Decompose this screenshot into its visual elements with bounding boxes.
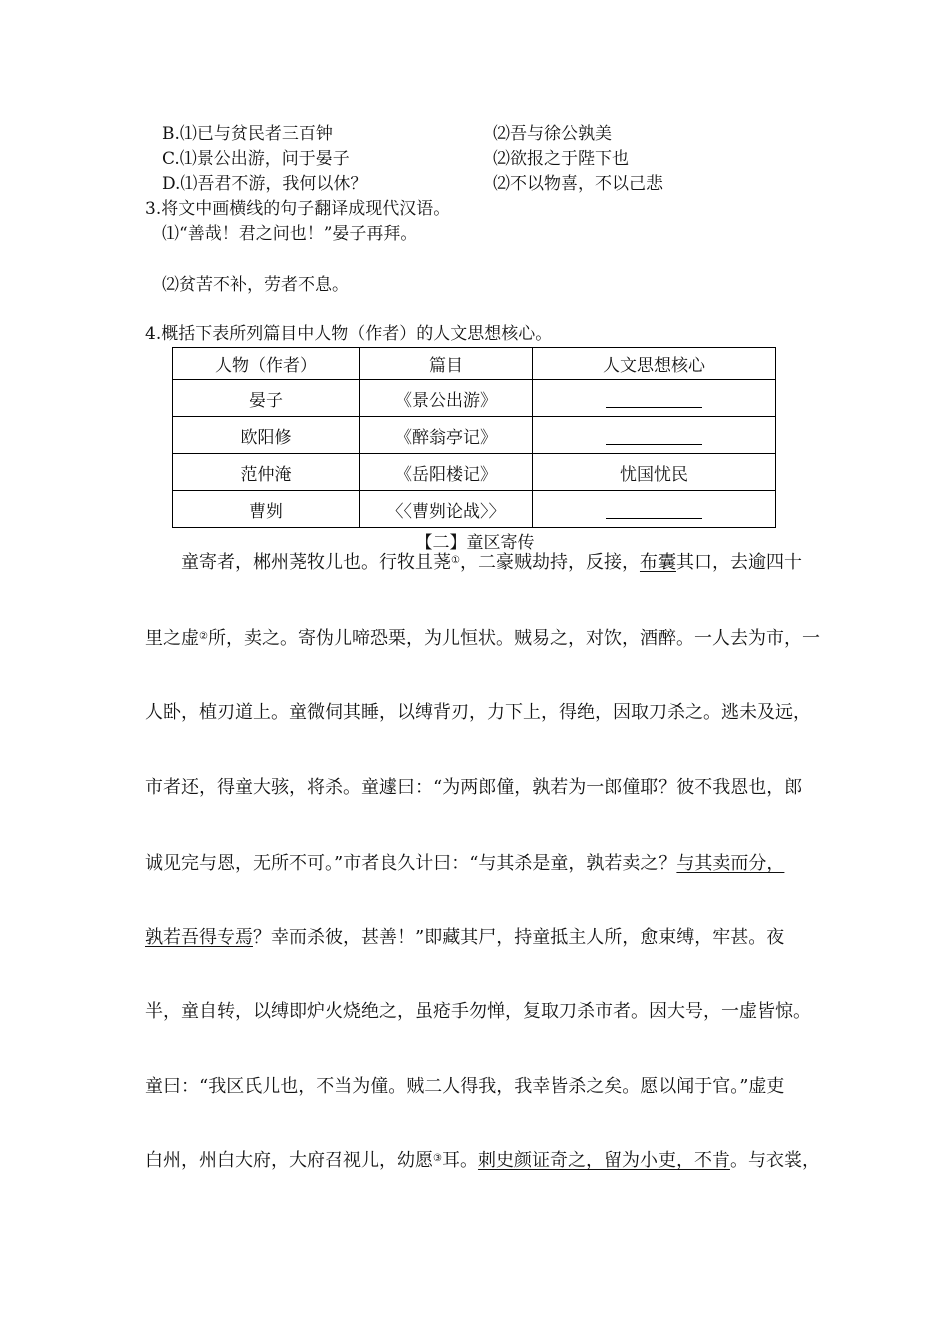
table-header-person: 人物（作者） bbox=[173, 348, 360, 380]
passage-line-2 bbox=[145, 627, 820, 651]
passage-text: ？幸而杀彼，甚善！”即藏其尸，持童抵主人所，愈束缚，牢甚。夜 bbox=[253, 927, 785, 948]
answer-blank[interactable] bbox=[606, 500, 702, 519]
table-row bbox=[173, 454, 776, 491]
passage-text: 白州，州白大府，大府召视儿，幼愿 bbox=[145, 1150, 433, 1171]
passage-text: ，二豪贼劫持，反接， bbox=[459, 552, 640, 573]
summary-table bbox=[172, 347, 776, 528]
table-cell-title: 《岳阳楼记》 bbox=[360, 454, 533, 491]
table-cell-person: 曹刿 bbox=[173, 491, 360, 528]
option-b-1: B.⑴已与贫民者三百钟 bbox=[162, 124, 333, 144]
underlined-sentence: 刺史颜证奇之，留为小吏，不肯 bbox=[477, 1150, 730, 1171]
table-cell-core[interactable] bbox=[533, 491, 776, 528]
underlined-sentence: 孰若吾得专焉 bbox=[145, 927, 253, 948]
passage-text: 耳。 bbox=[441, 1150, 478, 1171]
option-b-2: ⑵吾与徐公孰美 bbox=[493, 124, 612, 144]
passage-text: 所，卖之。寄伪儿啼恐栗，为儿恒状。贼易之，对饮，酒醉。一人去为市，一 bbox=[207, 628, 820, 649]
question-4-stem: 4.概括下表所列篇目中人物（作者）的人文思想核心。 bbox=[145, 324, 553, 344]
option-d-1: D.⑴吾君不游，我何以休？ bbox=[162, 174, 368, 194]
table-cell-person: 范仲淹 bbox=[173, 454, 360, 491]
passage-line-6 bbox=[145, 926, 784, 950]
table-row bbox=[173, 380, 776, 417]
footnote-marker: ③ bbox=[433, 1153, 442, 1164]
passage-line-4: 市者还，得童大骇，将杀。童遽曰：“为两郎僮，孰若为一郎僮耶？彼不我恩也，郎 bbox=[145, 777, 803, 798]
answer-blank[interactable] bbox=[606, 426, 702, 445]
passage-line-9 bbox=[145, 1149, 820, 1173]
passage-text: 里之虚 bbox=[145, 628, 199, 649]
table-cell-person: 欧阳修 bbox=[173, 417, 360, 454]
table-cell-person: 晏子 bbox=[173, 380, 360, 417]
table-cell-core: 忧国忧民 bbox=[533, 454, 776, 491]
table-cell-title: 《景公出游》 bbox=[360, 380, 533, 417]
passage-line-7: 半，童自转，以缚即炉火烧绝之，虽疮手勿惮，复取刀杀市者。因大号，一虚皆惊。 bbox=[145, 1001, 811, 1022]
table-cell-core[interactable] bbox=[533, 380, 776, 417]
table-header-row bbox=[173, 348, 776, 380]
passage-line-8: 童曰：“我区氏儿也，不当为僮。贼二人得我，我幸皆杀之矣。愿以闻于官。”虚吏 bbox=[145, 1076, 785, 1097]
passage-line-1 bbox=[145, 551, 802, 575]
passage-line-5 bbox=[145, 852, 784, 876]
passage-text: 诚见完与恩，无所不可。”市者良久计曰：“与其杀是童，孰若卖之？ bbox=[145, 853, 677, 874]
table-cell-core[interactable] bbox=[533, 417, 776, 454]
question-3-sentence-2: ⑵贫苦不补，劳者不息。 bbox=[162, 275, 349, 295]
passage-text: 其口，去逾四十 bbox=[675, 552, 802, 573]
question-3-stem: 3.将文中画横线的句子翻译成现代汉语。 bbox=[145, 199, 451, 219]
underlined-sentence: 与其卖而分， bbox=[676, 853, 785, 874]
footnote-marker: ② bbox=[199, 631, 208, 642]
table-row bbox=[173, 491, 776, 528]
option-c-1: C.⑴景公出游，问于晏子 bbox=[162, 149, 350, 169]
table-cell-title: 《醉翁亭记》 bbox=[360, 417, 533, 454]
footnote-marker: ① bbox=[451, 555, 460, 566]
answer-blank[interactable] bbox=[606, 389, 702, 408]
passage-line-3: 人卧，植刃道上。童微伺其睡，以缚背刃，力下上，得绝，因取刀杀之。逃未及远， bbox=[145, 702, 811, 723]
option-d-2: ⑵不以物喜，不以己悲 bbox=[493, 174, 663, 194]
table-header-title: 篇目 bbox=[360, 348, 533, 380]
table-header-core: 人文思想核心 bbox=[533, 348, 776, 380]
question-3-sentence-1: ⑴“善哉！君之问也！”晏子再拜。 bbox=[162, 224, 418, 244]
passage-text: 童寄者，郴州荛牧儿也。行牧且荛 bbox=[181, 552, 451, 573]
underlined-phrase: 布囊 bbox=[639, 552, 676, 573]
option-c-2: ⑵欲报之于陛下也 bbox=[493, 149, 629, 169]
section-title: 【二】童区寄传 bbox=[415, 533, 535, 553]
table-cell-title: 〈〈曹刿论战〉〉 bbox=[360, 491, 533, 528]
table-row bbox=[173, 417, 776, 454]
passage-text: 。与衣裳， bbox=[729, 1150, 820, 1171]
